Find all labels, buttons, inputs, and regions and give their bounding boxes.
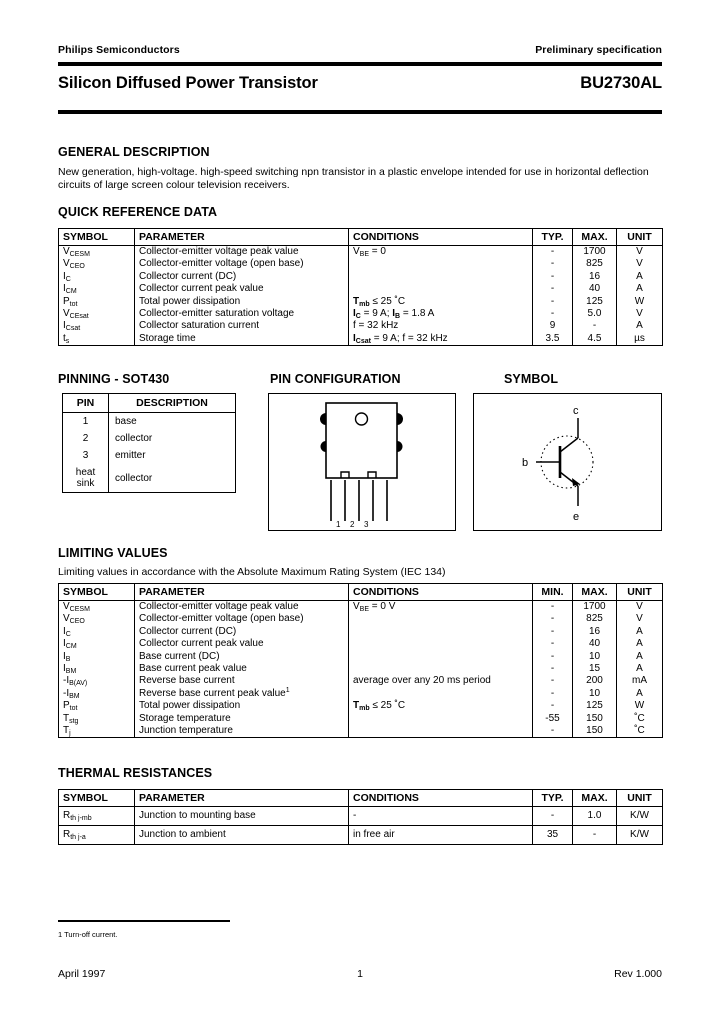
table-header-row — [59, 584, 663, 601]
col-pin: PIN — [63, 394, 109, 413]
param-text: Total power dissipation — [139, 700, 241, 712]
pin-configuration-box — [268, 393, 456, 531]
param-text: Storage temperature — [139, 712, 231, 724]
param-text: Reverse base current peak value — [139, 687, 286, 699]
min-value: - — [550, 601, 555, 612]
general-description-text: New generation, high-voltage. high-speed switching npn transistor in a plastic envelope intended for use in horizontal deflection circuits of large screen colour television receivers. — [58, 166, 649, 191]
param-text: Total power dissipation — [139, 295, 241, 307]
param-text: Collector current peak value — [139, 638, 264, 650]
max-value: 1700 — [583, 601, 606, 612]
sym-vcesm: $V_{CESM}$ — [63, 246, 90, 258]
unit-value: A — [636, 320, 643, 332]
sym-vcesat: $V_{CEsat}$ — [63, 307, 89, 320]
qr-parameter-cell — [135, 246, 349, 346]
table-row — [63, 430, 236, 447]
col-description: DESCRIPTION — [109, 394, 236, 413]
tr-typ: 35 — [533, 826, 573, 845]
header-rule-top — [58, 62, 662, 66]
table-row — [63, 464, 236, 493]
table-row — [59, 826, 663, 845]
typ-value: 9 — [549, 320, 556, 332]
qr-conditions-cell — [349, 246, 533, 346]
tr-max: - — [573, 826, 617, 845]
unit-value: V — [636, 258, 643, 270]
col-conditions: CONDITIONS — [349, 790, 533, 807]
heat-sink-label-1: heat — [75, 467, 96, 478]
min-value: -55 — [545, 712, 560, 724]
spec-status: Preliminary specification — [535, 44, 662, 56]
qr-unit-cell — [617, 246, 663, 346]
table-header-row — [59, 790, 663, 807]
symbol-label-base: b — [522, 457, 529, 469]
unit-value: A — [636, 638, 643, 650]
pin-description: collector — [115, 433, 153, 444]
unit-value: W — [634, 295, 645, 307]
min-value: - — [550, 625, 555, 637]
lv-symbol-cell — [59, 601, 135, 738]
sym-vcesm: $V_{CESM}$ — [63, 601, 90, 613]
pin-description: collector — [115, 472, 153, 484]
qr-typ-cell — [533, 246, 573, 346]
max-value: 10 — [588, 650, 601, 662]
unit-value: A — [636, 687, 643, 699]
symbol-label-collector: c — [573, 405, 579, 417]
package-outline-drawing — [269, 394, 455, 530]
cond-average: average over any 20 ms period — [353, 675, 491, 687]
max-value: 4.5 — [587, 332, 602, 344]
unit-value: mA — [632, 675, 647, 687]
lead-label-2: 2 — [350, 520, 355, 529]
cond-tmb: $T_{mb} \le 25$ ˚C — [353, 295, 406, 308]
col-unit: UNIT — [617, 584, 663, 601]
company-name: Philips Semiconductors — [58, 44, 180, 56]
cond-freq: f = 32 kHz — [353, 320, 399, 332]
sym-vceo: $V_{CEO}$ — [63, 613, 85, 626]
limiting-values-subtitle: Limiting values in accordance with the Absolute Maximum Rating System (IEC 134) — [58, 566, 446, 578]
typ-value: 3.5 — [545, 332, 560, 344]
sym-ic: $I_C$ — [63, 270, 71, 283]
table-row — [59, 601, 663, 738]
typ-value: - — [550, 270, 555, 282]
lv-max-cell — [573, 601, 617, 738]
col-parameter: PARAMETER — [135, 584, 349, 601]
min-value: - — [550, 662, 555, 674]
param-text: Reverse base current — [139, 675, 235, 687]
quick-reference-table — [58, 228, 663, 346]
cond-ic-ib: $I_C = 9$ A; $I_B = 1.8$ A — [353, 307, 435, 320]
unit-value: V — [636, 246, 643, 257]
param-text: Collector-emitter voltage peak value — [139, 246, 299, 257]
sym-tstg: $T_{stg}$ — [63, 712, 79, 725]
sym-icsat: $I_{Csat}$ — [63, 320, 81, 333]
max-value: 825 — [586, 613, 603, 625]
lead-label-3: 3 — [364, 520, 369, 529]
lead-label-1: 1 — [336, 520, 341, 529]
col-parameter: PARAMETER — [135, 229, 349, 246]
col-symbol: SYMBOL — [59, 790, 135, 807]
limiting-values-table — [58, 583, 663, 738]
title-row — [58, 74, 662, 93]
npn-transistor-symbol — [474, 394, 661, 530]
col-unit: UNIT — [617, 790, 663, 807]
tr-parameter: Junction to mounting base — [135, 807, 349, 826]
footer-page-number: 1 — [357, 968, 363, 980]
param-text: Collector-emitter saturation voltage — [139, 307, 295, 319]
max-value: 15 — [588, 662, 601, 674]
col-max: MAX. — [573, 229, 617, 246]
cond-icsat-freq: $I_{Csat} = 9$ A; f = 32 kHz — [353, 332, 448, 345]
pinning-heading: PINNING - SOT430 — [58, 372, 170, 386]
qr-symbol-cell — [59, 246, 135, 346]
pin-description: emitter — [115, 450, 146, 461]
min-value: - — [550, 687, 555, 699]
cond-tmb: $T_{mb} \le 25$ ˚C — [353, 700, 406, 713]
sym-icm: $I_{CM}$ — [63, 638, 77, 651]
tr-parameter: Junction to ambient — [135, 826, 349, 845]
max-value: 200 — [586, 675, 603, 687]
min-value: - — [550, 650, 555, 662]
unit-value: V — [636, 307, 643, 319]
max-value: 125 — [586, 295, 603, 307]
typ-value: - — [550, 283, 555, 295]
pin-number: 2 — [63, 430, 109, 447]
table-header-row — [59, 229, 663, 246]
max-value: 150 — [586, 712, 603, 724]
col-symbol: SYMBOL — [59, 229, 135, 246]
param-text: Collector current (DC) — [139, 270, 237, 282]
sym-ptot: $P_{tot}$ — [63, 295, 78, 308]
quick-reference-heading: QUICK REFERENCE DATA — [58, 205, 218, 219]
sym-neg-ibm: $-I_{BM}$ — [63, 687, 80, 700]
symbol-diagram-box — [473, 393, 662, 531]
unit-value: A — [636, 283, 643, 295]
unit-value: A — [636, 625, 643, 637]
footnote-rule — [58, 920, 230, 922]
col-conditions: CONDITIONS — [349, 229, 533, 246]
typ-value: - — [550, 246, 555, 257]
param-text: Base current (DC) — [139, 650, 220, 662]
col-unit: UNIT — [617, 229, 663, 246]
tr-conditions: - — [349, 807, 533, 826]
footnote-marker: 1 — [285, 686, 290, 694]
unit-value: A — [636, 662, 643, 674]
footer-revision: Rev 1.000 — [614, 968, 662, 980]
max-value: 5.0 — [587, 307, 602, 319]
unit-value: A — [636, 270, 643, 282]
max-value: 125 — [586, 700, 603, 712]
page-header — [58, 44, 662, 56]
cond-vbe: $V_{BE} = 0$ V — [353, 601, 396, 613]
sym-icm: $I_{CM}$ — [63, 283, 77, 296]
symbol-heading: SYMBOL — [504, 372, 559, 386]
sym-ic: $I_C$ — [63, 625, 71, 638]
sym-ts: $t_s$ — [63, 332, 70, 345]
pin-number: 3 — [63, 447, 109, 464]
max-value: 40 — [588, 283, 601, 295]
sym-rth-jmb: $R_{th j-mb}$ — [63, 810, 92, 822]
lv-unit-cell — [617, 601, 663, 738]
general-description-heading: GENERAL DESCRIPTION — [58, 145, 210, 159]
param-text: Collector-emitter voltage (open base) — [139, 613, 304, 625]
max-value: 1700 — [583, 246, 606, 257]
max-value: 10 — [588, 687, 601, 699]
unit-value: ˚C — [634, 724, 645, 736]
max-value: 16 — [588, 270, 601, 282]
unit-value: ˚C — [634, 712, 645, 724]
col-typ: TYP. — [533, 790, 573, 807]
typ-value: - — [550, 307, 555, 319]
table-row — [63, 413, 236, 431]
pin-configuration-heading: PIN CONFIGURATION — [270, 372, 401, 386]
tr-max: 1.0 — [573, 807, 617, 826]
lv-parameter-cell — [135, 601, 349, 738]
max-value: 825 — [586, 258, 603, 270]
pin-number: 1 — [63, 413, 109, 431]
col-symbol: SYMBOL — [59, 584, 135, 601]
tr-unit: K/W — [617, 807, 663, 826]
min-value: - — [550, 638, 555, 650]
thermal-resistances-heading: THERMAL RESISTANCES — [58, 766, 213, 780]
pin-description: base — [115, 416, 137, 427]
tr-conditions: in free air — [349, 826, 533, 845]
param-text: Collector-emitter voltage (open base) — [139, 258, 304, 270]
typ-value: - — [550, 295, 555, 307]
col-parameter: PARAMETER — [135, 790, 349, 807]
table-row — [59, 807, 663, 826]
sym-rth-ja: $R_{th j-a}$ — [63, 829, 86, 841]
symbol-label-emitter: e — [573, 511, 580, 523]
unit-value: W — [634, 700, 645, 712]
unit-value: V — [636, 601, 643, 612]
tr-symbol — [59, 826, 135, 845]
min-value: - — [550, 724, 555, 736]
document-title: Silicon Diffused Power Transistor — [58, 74, 318, 92]
col-max: MAX. — [573, 584, 617, 601]
param-text: Collector current (DC) — [139, 625, 237, 637]
max-value: 16 — [588, 625, 601, 637]
col-max: MAX. — [573, 790, 617, 807]
col-conditions: CONDITIONS — [349, 584, 533, 601]
heat-sink-label-2: sink — [76, 478, 95, 489]
pinning-table — [62, 393, 236, 493]
max-value: - — [592, 320, 597, 332]
min-value: - — [550, 613, 555, 625]
unit-value: V — [636, 613, 643, 625]
header-rule-bottom — [58, 110, 662, 114]
tr-typ: - — [533, 807, 573, 826]
min-value: - — [550, 675, 555, 687]
table-row — [63, 447, 236, 464]
typ-value: - — [550, 258, 555, 270]
tr-unit: K/W — [617, 826, 663, 845]
thermal-resistances-table — [58, 789, 663, 845]
max-value: 40 — [588, 638, 601, 650]
unit-value: A — [636, 650, 643, 662]
col-typ: TYP. — [533, 229, 573, 246]
param-text: Junction temperature — [139, 724, 233, 736]
min-value: - — [550, 700, 555, 712]
sym-neg-ibav: $-I_{B(AV)}$ — [63, 675, 88, 688]
page-footer — [58, 968, 662, 980]
param-text: Collector-emitter voltage peak value — [139, 601, 299, 612]
qr-max-cell — [573, 246, 617, 346]
sym-ibm: $I_{BM}$ — [63, 662, 77, 675]
param-text: Base current peak value — [139, 662, 247, 674]
pin-number — [63, 464, 109, 493]
sym-ib: $I_B$ — [63, 650, 71, 663]
param-text: Storage time — [139, 332, 196, 344]
sym-ptot: $P_{tot}$ — [63, 700, 78, 713]
param-text: Collector saturation current — [139, 320, 260, 332]
footer-date: April 1997 — [58, 968, 106, 980]
unit-value: µs — [634, 332, 645, 344]
col-min: MIN. — [533, 584, 573, 601]
param-text: Collector current peak value — [139, 283, 264, 295]
max-value: 150 — [586, 724, 603, 736]
sym-tj: $T_j$ — [63, 724, 71, 737]
part-number: BU2730AL — [580, 74, 662, 92]
limiting-values-heading: LIMITING VALUES — [58, 546, 168, 560]
tr-symbol — [59, 807, 135, 826]
table-header-row — [63, 394, 236, 413]
table-row — [59, 246, 663, 346]
sym-vceo: $V_{CEO}$ — [63, 258, 85, 271]
footnote-text: 1 Turn-off current. — [58, 930, 118, 939]
lv-conditions-cell — [349, 601, 533, 738]
lv-min-cell — [533, 601, 573, 738]
cond-vbe: $V_{BE} = 0$ — [353, 246, 386, 258]
